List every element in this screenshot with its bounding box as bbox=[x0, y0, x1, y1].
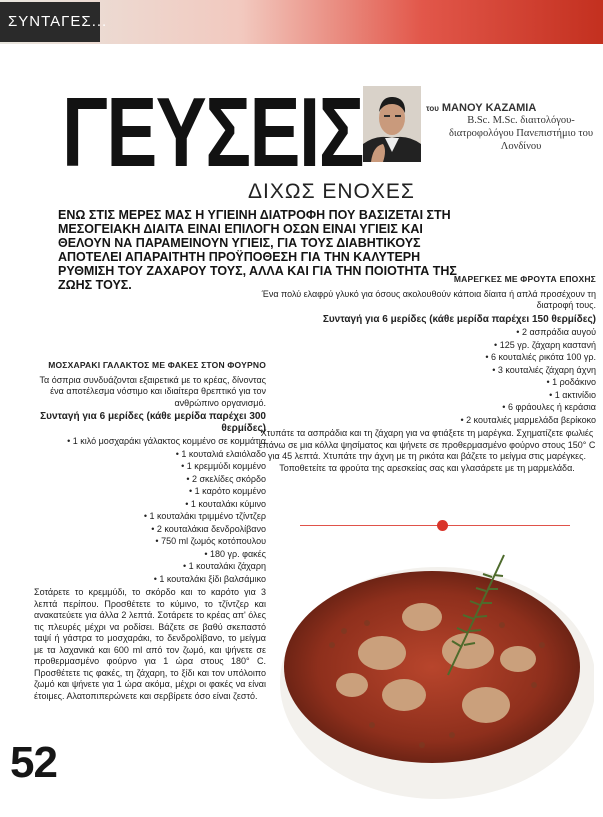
ingredient-item: • 2 ασπράδια αυγού bbox=[258, 327, 596, 339]
recipe-meringues bbox=[258, 274, 596, 474]
ingredient-item: • 1 ροδάκινο bbox=[258, 377, 596, 389]
article-title: ΓΕΥΣΕΙΣ bbox=[62, 77, 363, 187]
ingredients-list bbox=[34, 436, 266, 585]
ingredient-item: • 6 φράουλες ή κεράσια bbox=[258, 402, 596, 414]
ingredient-item: • 1 κουταλιά ελαιόλαδο bbox=[34, 449, 266, 461]
divider-dot bbox=[437, 520, 448, 531]
ingredient-item: • 1 κουταλάκι τριμμένο τζίντζερ bbox=[34, 511, 266, 523]
author-byline bbox=[426, 102, 536, 114]
recipe-yield: Συνταγή για 6 μερίδες (κάθε μερίδα παρέχει 150 θερμίδες) bbox=[322, 313, 596, 325]
recipe-title: ΜΟΣΧΑΡΑΚΙ ΓΑΛΑΚΤΟΣ ΜΕ ΦΑΚΕΣ ΣΤΟΝ ΦΟΥΡΝΟ bbox=[48, 360, 266, 370]
author-name: ΜΑΝΟΥ ΚΑΖΑΜΙΑ bbox=[441, 102, 537, 114]
recipe-yield: Συνταγή για 6 μερίδες (κάθε μερίδα παρέχει 300 θερμίδες) bbox=[40, 411, 266, 434]
ingredient-item: • 750 ml ζωμός κοτόπουλου bbox=[34, 536, 266, 548]
ingredient-item: • 3 κουταλιές ζάχαρη άχνη bbox=[258, 365, 596, 377]
author-photo bbox=[363, 86, 421, 162]
recipe-veal bbox=[34, 360, 266, 702]
ingredient-item: • 1 κουταλάκι ζάχαρη bbox=[34, 561, 266, 573]
ingredient-item: • 2 σκελίδες σκόρδο bbox=[34, 474, 266, 486]
recipe-title: ΜΑΡΕΓΚΕΣ ΜΕ ΦΡΟΥΤΑ ΕΠΟΧΗΣ bbox=[453, 274, 596, 284]
ingredient-item: • 2 κουταλάκια δενδρολίβανο bbox=[34, 524, 266, 536]
ingredient-item: • 125 γρ. ζάχαρη καστανή bbox=[258, 340, 596, 352]
ingredient-item: • 1 κουταλάκι κύμινο bbox=[34, 499, 266, 511]
recipe-method: Χτυπάτε τα ασπράδια και τη ζάχαρη για να φτιάξετε τη μαρέγκα. Σχηματίζετε φωλιές επάνω σε μια κόλλα ψησίματος και ψήνετε σε προθερμασμένο φούρνο στους 150° C για 45 λεπτά. Χτυπάτε την άχνη με τη ρικότα και βάζετε το μείγμα στις μαρέγκες. Τοποθετείτε τα φρούτα της αρεσκείας σας και γλασάρετε με τη μαρμελάδα. bbox=[258, 428, 596, 473]
section-label: ΣΥΝΤΑΓΕΣ... bbox=[0, 2, 100, 42]
article-subtitle: ΔΙΧΩΣ ΕΝΟΧΕΣ bbox=[248, 180, 415, 203]
recipe-method: Σοτάρετε το κρεμμύδι, το σκόρδο και το καρότο για 3 λεπτά περίπου. Προσθέτετε το κύμινο, το τζίντζερ και ανακατεύετε για άλλα 2 λεπτά. Σοτάρετε το κρέας απ' όλες τις πλευρές μέχρι να ροδίσει. Βάζετε σε βαθύ σκεπαστό ταψί ή γάστρα το μοσχαράκι, το δενδρολίβανο, το μείγμα με τα λαχανικά και 600 ml από τον ζωμό, και ψήνετε σε προθερμασμένο φούρνο για 1 ώρα στους 180° C. Προσθέτετε τις φακές, τη ζάχαρη, το ξίδι και τον υπόλοιπο ζωμό και ψήνετε για 1 ώρα ακόμα, μέχρι οι φακές να είναι έτοιμες. Αλατοπιπερώνετε και σερβίρετε όσο είναι ζεστό. bbox=[34, 587, 266, 701]
dish-photo bbox=[272, 535, 594, 803]
author-prefix: του bbox=[426, 104, 439, 113]
ingredient-item: • 1 κρεμμύδι κομμένο bbox=[34, 461, 266, 473]
recipe-lead: Τα όσπρια συνδυάζονται εξαιρετικά με το κρέας, δίνοντας ένα αποτέλεσμα νόστιμο και ιδιαίτερα θρεπτικό για τον ανθρώπινο οργανισμό. bbox=[39, 374, 266, 408]
recipe-lead: Ένα πολύ ελαφρύ γλυκό για όσους ακολουθούν κάποια δίαιτα ή απλά προσέχουν τη διατροφή τους. bbox=[261, 288, 596, 310]
author-credentials: B.Sc. M.Sc. διαιτολόγου-διατροφολόγου Πανεπιστήμιο του Λονδίνου bbox=[448, 115, 594, 152]
ingredient-item: • 180 γρ. φακές bbox=[34, 549, 266, 561]
ingredient-item: • 6 κουταλιές ρικότα 100 γρ. bbox=[258, 352, 596, 364]
divider-line bbox=[300, 525, 570, 526]
ingredients-list bbox=[258, 327, 596, 426]
ingredient-item: • 1 κιλό μοσχαράκι γάλακτος κομμένο σε κομμάτια bbox=[34, 436, 266, 448]
ingredient-item: • 1 κουταλάκι ξίδι βαλσάμικο bbox=[34, 574, 266, 586]
article-intro: ΕΝΩ ΣΤΙΣ ΜΕΡΕΣ ΜΑΣ Η ΥΓΙΕΙΝΗ ΔΙΑΤΡΟΦΗ ΠΟΥ ΒΑΣΙΖΕΤΑΙ ΣΤΗ ΜΕΣΟΓΕΙΑΚΗ ΔΙΑΙΤΑ ΕΙΝΑΙ ΕΠΙΛΟΓΗ ΟΣΩΝ ΕΙΝΑΙ ΥΓΙΕΙΣ ΚΑΙ ΘΕΛΟΥΝ ΝΑ ΠΑΡΑΜΕΙΝΟΥΝ ΥΓΙΕΙΣ, ΓΙΑ ΤΟΥΣ ΔΙΑΒΗΤΙΚΟΥΣ ΑΠΟΤΕΛΕΙ ΑΠΑΡΑΙΤΗΤΗ ΠΡΟΫΠΟΘΕΣΗ ΓΙΑ ΤΗΝ ΚΑΛΥΤΕΡΗ ΡΥΘΜΙΣΗ ΤΟΥ ΖΑΧΑΡΟΥ ΤΟΥΣ, ΑΛΛΑ ΚΑΙ ΓΙΑ ΤΗΝ ΠΟΙΟΤΗΤΑ ΤΗΣ ΖΩΗΣ ΤΟΥΣ. bbox=[58, 208, 457, 292]
page-number: 52 bbox=[10, 738, 57, 787]
ingredient-item: • 1 ακτινίδιο bbox=[258, 390, 596, 402]
ingredient-item: • 2 κουταλιές μαρμελάδα βερίκοκο bbox=[258, 415, 596, 427]
ingredient-item: • 1 καρότο κομμένο bbox=[34, 486, 266, 498]
